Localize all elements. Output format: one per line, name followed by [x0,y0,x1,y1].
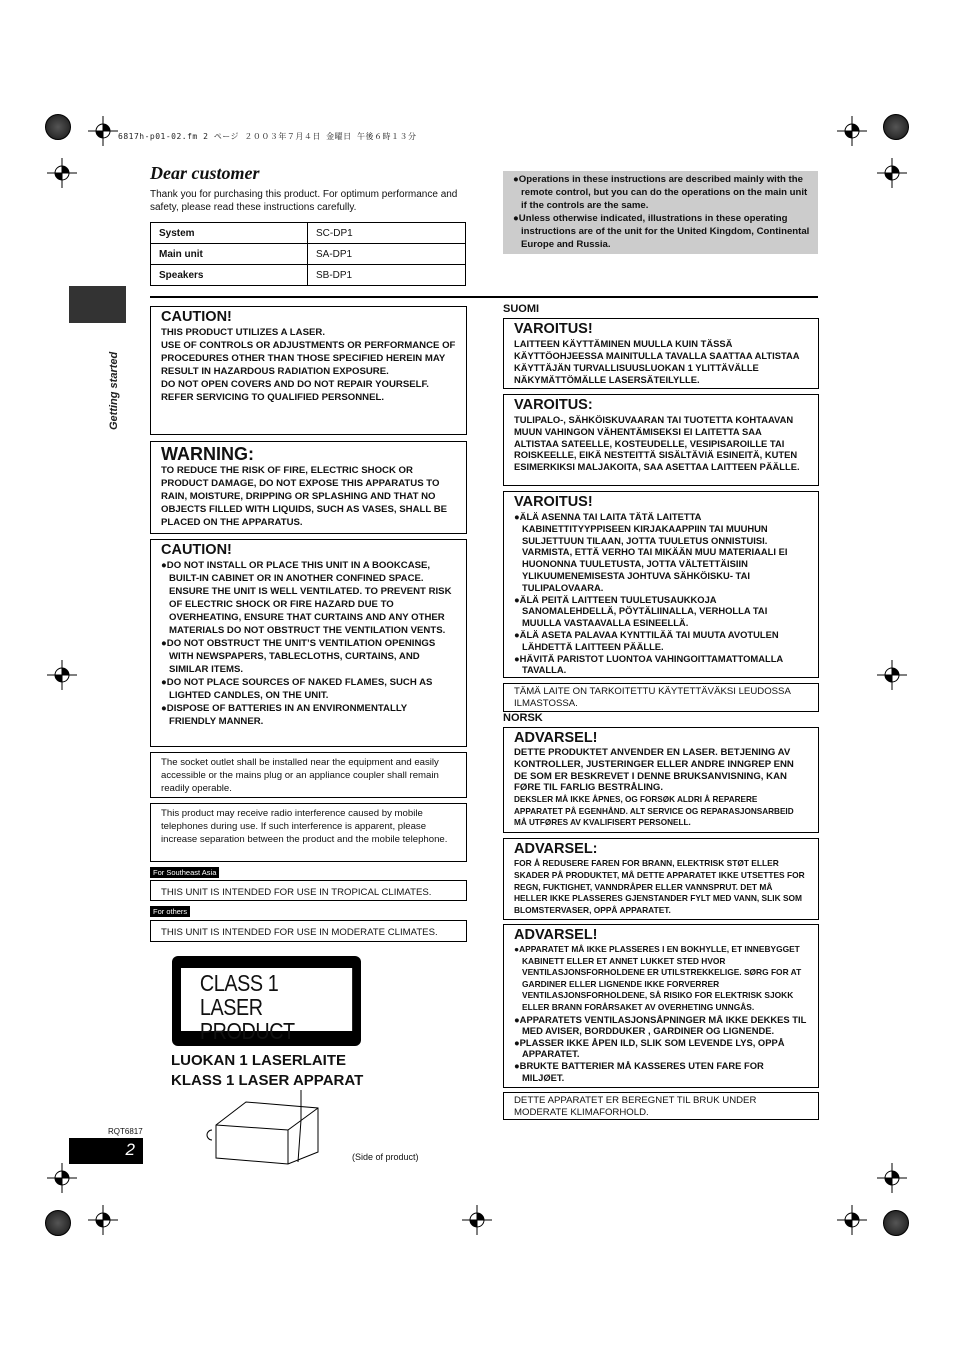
region-tag-southeast-asia: For Southeast Asia [150,867,219,878]
crosshair-icon [88,1205,118,1235]
note-item: ●Operations in these instructions are described mainly with the remote control, but you can do the operations on the main unit if the controls are the same. [513,174,808,211]
caution-bullet: ●DO NOT INSTALL OR PLACE THIS UNIT IN A BOOKCASE, BUILT-IN CABINET OR IN ANOTHER CONFINED SPACE. ENSURE THE UNIT IS WELL VENTILATED. TO PREVENT RISK OF ELECTRIC SHOCK OR FIRE HAZARD DUE TO OVERHEATING, ENSURE THAT CURTAINS AND ANY OTHER MATERIALS DO NOT OBSTRUCT THE VENTILATION VENTS. [161,560,452,636]
notes-box [503,171,818,254]
caution-box-laser [150,306,467,435]
crosshair-icon [47,660,77,690]
advarsel-heading: ADVARSEL! [514,730,598,746]
advarsel-text: FOR Å REDUSERE FAREN FOR BRANN, ELEKTRISK STØT ELLER SKADER PÅ PRODUKTET, MÅ DETTE APPARATET IKKE UTSETTES FOR REGN, FUKTIGHET, VANNDRÅPER ELLER VANNSPRUT. DET MÅ HELLER IKKE PLASSERES GJENSTANDER FYLT MED VANN, SLIK SOM BLOMSTERVASER, OPPÅ APPARATET. [514,858,805,916]
varoitus-heading: VAROITUS: [514,397,593,413]
crosshair-icon [47,1163,77,1193]
warning-heading: WARNING: [161,444,254,464]
doc-code: RQT6817 [108,1127,143,1136]
crosshair-icon [88,116,118,146]
model-table [150,222,466,286]
product-side-illustration [206,1090,326,1165]
registration-dot-top-left [45,114,71,140]
laser-label-text [181,968,352,1044]
varoitus-heading: VAROITUS! [514,321,593,337]
socket-note: The socket outlet shall be installed near the equipment and easily accessible or the mains plug or an appliance coupler shall remain readily operable. [150,752,467,798]
advarsel-heading: ADVARSEL: [514,841,598,857]
advarsel-bullet: ●BRUKTE BATTERIER MÅ KASSERES UTEN FARE FOR MILJØET. [514,1059,764,1083]
varoitus-box-laser [503,318,819,389]
advarsel-bullet: ●PLASSER IKKE ÅPEN ILD, SLIK SOM LEVENDE LYS, OPPÅ APPARATET. [514,1036,785,1060]
caution-heading: CAUTION! [161,542,232,558]
radio-interference-note: This product may receive radio interference caused by mobile telephones during use. If such interference is apparent, please increase separation between the product and the mobile telephone. [150,803,467,862]
registration-dot-bottom-left [45,1210,71,1236]
caution-heading: CAUTION! [161,309,232,325]
climate-note-tropical: THIS UNIT IS INTENDED FOR USE IN TROPICAL CLIMATES. [150,880,467,901]
climate-note-moderate: THIS UNIT IS INTENDED FOR USE IN MODERATE CLIMATES. [150,920,467,942]
caution-line: THIS PRODUCT UTILIZES A LASER. [161,327,325,338]
advarsel-box-ventilation [503,924,819,1088]
laser-class-translations [171,1051,363,1091]
intro-text: Thank you for purchasing this product. For optimum performance and safety, please read these instructions carefully. [150,189,458,213]
advarsel-box-laser [503,727,819,833]
crosshair-icon [462,1205,492,1235]
crosshair-icon [877,660,907,690]
section-label: Getting started [108,351,120,430]
table-cell-value: SB-DP1 [308,265,466,286]
caution-box-ventilation [150,539,467,747]
advarsel-box-moisture [503,838,819,920]
advarsel-bullet: ●APPARATETS VENTILASJONSÅPNINGER MÅ IKKE DEKKES TIL MED AVISER, BORDDUKER , GARDINER OG LIGNENDE. [514,1013,807,1037]
laser-label-line1: CLASS 1 [199,970,279,996]
varoitus-box-moisture [503,394,819,486]
registration-dot-top-right [883,114,909,140]
advarsel-bullet: ●APPARATET MÅ IKKE PLASSERES I EN BOKHYLLE, ET INNEBYGGET KABINETT ELLER ET ANNET LUKKET STED HVOR VENTILASJONSFORHOLDENE ER UTILSTREKKELIGE. SØRG FOR AT GARDINER ELLER LIGNENDE IKKE FORVERRER VENTILASJONSFORHOLDENE, SÅ RISIKO FOR ELEKTRISK SJOKK ELLER BRANN FORÅRSAKET AV OVERHETING UNNGÅS. [514,944,802,1012]
table-cell-label: System [151,223,308,244]
crosshair-icon [47,158,77,188]
table-cell-value: SA-DP1 [308,244,466,265]
table-cell-value: SC-DP1 [308,223,466,244]
crosshair-icon [877,158,907,188]
registration-dot-bottom-right [883,1210,909,1236]
varoitus-bullet: ●ÄLÄ ASENNA TAI LAITA TÄTÄ LAITETTA KABINETTITYYPPISEEN KIRJAKAAPPIIN TAI MUUHUN SULJETTUUN TILAAN, JOTTA TUULETUS ONNISTUISI. VARMISTA, ETTÄ VERHO TAI MIKÄÄN MUU MATERIAALI EI HUONONNA TUULETUSTA, JOTTA VÄLTETTÄISIIN YLIKUUMENEMISESTA JOHTUVA SÄHKÖISKU- TAI TULIPALOVAARA. [514,511,788,593]
table-cell-label: Speakers [151,265,308,286]
table-cell-label: Main unit [151,244,308,265]
laser-class-label [172,956,361,1046]
note-item: ●Unless otherwise indicated, illustrations in these operating instructions are of the unit for the United Kingdom, Continental Europe and Russia. [513,213,810,250]
language-heading-norsk: NORSK [503,712,543,724]
crosshair-icon [837,116,867,146]
varoitus-bullet: ●ÄLÄ ASETA PALAVAA KYNTTILÄÄ TAI MUUTA AVOTULEN LÄHDETTÄ LAITTEEN PÄÄLLE. [514,628,779,652]
laser-label-line2: LASER PRODUCT [199,994,295,1044]
crosshair-icon [877,1163,907,1193]
caution-line: DO NOT OPEN COVERS AND DO NOT REPAIR YOURSELF. REFER SERVICING TO QUALIFIED PERSONNEL. [161,379,429,403]
warning-text: TO REDUCE THE RISK OF FIRE, ELECTRIC SHOCK OR PRODUCT DAMAGE, DO NOT EXPOSE THIS APPARATUS TO RAIN, MOISTURE, DRIPPING OR SPLASHING AND THAT NO OBJECTS FILLED WITH LIQUIDS, SUCH AS VASES, SHALL BE PLACED ON THE APPARATUS. [161,465,448,528]
climate-note-finnish: TÄMÄ LAITE ON TARKOITETTU KÄYTETTÄVÄKSI LEUDOSSA ILMASTOSSA. [503,683,819,712]
advarsel-heading: ADVARSEL! [514,927,598,943]
table-row [151,223,466,244]
varoitus-text: LAITTEEN KÄYTTÄMINEN MUULLA KUIN TÄSSÄ KÄYTTÖOHJEESSA MAINITULLA TAVALLA SAATTAA ALTISTAA KÄYTTÄJÄN TURVALLISUUSLUOKAN 1 YLITTÄVÄLLE NÄKYMÄTTÖMÄLLE LASERSÄTEILYLLE. [514,338,800,385]
varoitus-bullet: ●HÄVITÄ PARISTOT LUONTOA VAHINGOITTAMATTOMALLA TAVALLA. [514,652,783,676]
varoitus-heading: VAROITUS! [514,494,593,510]
page-number: 2 [69,1138,143,1164]
caution-bullet: ●DO NOT PLACE SOURCES OF NAKED FLAMES, SUCH AS LIGHTED CANDLES, ON THE UNIT. [161,677,433,701]
region-tag-others: For others [150,906,190,917]
section-tab [69,286,126,323]
page-title: Dear customer [150,163,260,183]
laser-class-norwegian: KLASS 1 LASER APPARAT [171,1072,364,1089]
table-row [151,265,466,286]
advarsel-small-text: DEKSLER MÅ IKKE ÅPNES, OG FORSØK ALDRI Å REPARERE APPARATET PÅ EGENHÅND. ALT SERVICE OG REPARASJONSARBEID MÅ UTFØRES AV KVALIFISERT PERSONELL. [514,795,794,828]
caution-bullet: ●DISPOSE OF BATTERIES IN AN ENVIRONMENTALLY FRIENDLY MANNER. [161,703,408,727]
caution-bullet: ●DO NOT OBSTRUCT THE UNIT’S VENTILATION OPENINGS WITH NEWSPAPERS, TABLECLOTHS, CURTAINS, AND SIMILAR ITEMS. [161,638,436,675]
warning-box [150,441,467,534]
caution-line: USE OF CONTROLS OR ADJUSTMENTS OR PERFORMANCE OF PROCEDURES OTHER THAN THOSE SPECIFIED HEREIN MAY RESULT IN HAZARDOUS RADIATION EXPOSURE. [161,340,456,377]
varoitus-bullet: ●ÄLÄ PEITÄ LAITTEEN TUULETUSAUKKOJA SANOMALEHDELLÄ, PÖYTÄLIINALLA, VERHOLLA TAI MUULLA VASTAAVALLA ESINEELLÄ. [514,593,768,629]
table-row [151,244,466,265]
advarsel-text: DETTE PRODUKTET ANVENDER EN LASER. BETJENING AV KONTROLLER, JUSTERINGER ELLER ANDRE INNGREP ENN DE SOM ER BESKREVET I DENNE BRUKSANVISNING, KAN FØRE TIL FARLIG BESTRÅLING. [514,747,794,794]
side-of-product-caption: (Side of product) [352,1152,419,1162]
print-header-line: 6817h-p01-02.fm 2 ページ ２００３年７月４日 金曜日 午後６時１３分 [118,132,417,141]
varoitus-text: TULIPALO-, SÄHKÖISKUVAARAN TAI TUOTETTA KOHTAAVAN MUUN VAHINGON VÄHENTÄMISEKSI EI LAITETTA SAA ALTISTAA SATEELLE, KOSTEUDELLE, VESIPISAROILLE TAI ROISKEELLE, EIKÄ NESTEITTÄ SISÄLTÄVIÄ ESINEITÄ, KUTEN ESIMERKIKSI MALJAKOITA, SAA ASETTAA LAITTEEN PÄÄLLE. [514,414,800,473]
language-heading-suomi: SUOMI [503,303,540,315]
section-divider [150,296,818,298]
varoitus-box-ventilation [503,491,819,678]
laser-class-finnish: LUOKAN 1 LASERLAITE [171,1052,347,1069]
climate-note-norwegian: DETTE APPARATET ER BEREGNET TIL BRUK UNDER MODERATE KLIMAFORHOLD. [503,1092,819,1120]
crosshair-icon [837,1205,867,1235]
